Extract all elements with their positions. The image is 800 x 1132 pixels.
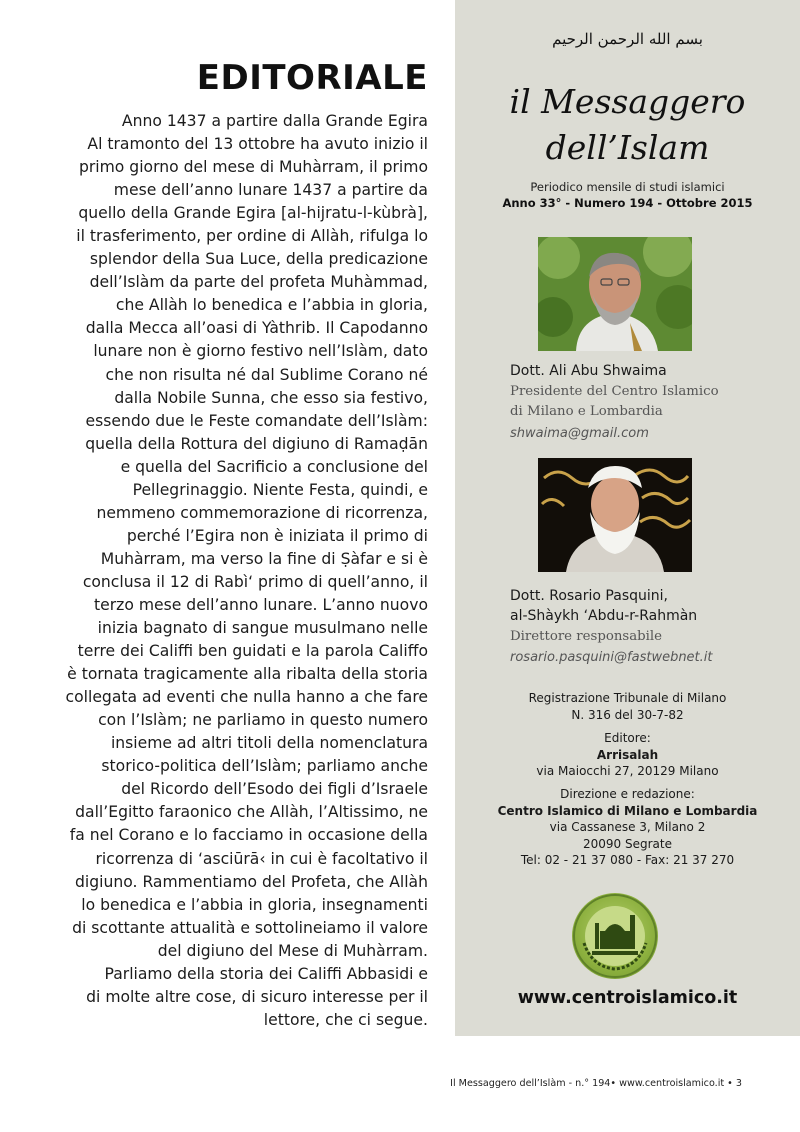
person-name: Dott. Rosario Pasquini, (510, 588, 668, 604)
editorial-line: del Ricordo dell’Esodo dei figli d’Israele (121, 780, 428, 799)
editorial-line: con l’Islàm; ne parliamo in questo numero (98, 711, 428, 730)
editorial-line: quella della Rottura del digiuno di Ramaḍān (85, 434, 428, 453)
editorial-body (40, 110, 428, 1032)
magazine-subtitle: Periodico mensile di studi islamici (530, 180, 725, 194)
editorial-line: terzo mese dell’anno lunare. L’anno nuovo (94, 595, 428, 614)
registration-line: N. 316 del 30-7-82 (571, 707, 684, 722)
person-role: Presidente del Centro Islamico (510, 384, 719, 399)
editorial-line: che non risulta né dal Sublime Corano né (105, 365, 428, 384)
editorial-office-block (455, 786, 800, 869)
person-role: di Milano e Lombardia (510, 404, 663, 419)
editorial-line: lo benedica e l’abbia in gloria, insegnamenti (81, 895, 428, 914)
website-link[interactable]: www.centroislamico.it (517, 988, 738, 1008)
editorial-line: Parliamo della storia dei Califfi Abbasidi e (104, 964, 428, 983)
publisher-address: via Maiocchi 27, 20129 Milano (536, 764, 719, 778)
registration-block (455, 690, 800, 723)
editorial-line: collegata ad eventi che nulla hanno a che fare (65, 688, 428, 707)
editorial-line: fa nel Corano e lo facciamo in occasione della (69, 826, 428, 845)
publisher-name: Arrisalah (596, 747, 659, 762)
page-footer: Il Messaggero dell’Islàm - n.° 194• www.centroislamico.it • 3 (450, 1078, 742, 1089)
office-name: Centro Islamico di Milano e Lombardia (497, 803, 758, 818)
editorial-line: dell’Islàm da parte del profeta Muhàmmad, (89, 273, 428, 292)
editorial-line: insieme ad altri titoli della nomenclatura (110, 734, 428, 753)
editorial-line: nemmeno commemorazione di ricorrenza, (96, 503, 428, 522)
editorial-line: di scottante attualità e sottolineiamo il valore (72, 918, 428, 937)
office-phone: Tel: 02 - 21 37 080 - Fax: 21 37 270 (520, 853, 735, 867)
editorial-line: e quella del Sacrificio a conclusione del (120, 457, 428, 476)
editorial-line: ricorrenza di ‘asciūrā‹ in cui è facoltativo il (95, 849, 428, 868)
masthead-sidebar (455, 0, 800, 1036)
editorial-line: lettore, che ci segue. (263, 1010, 428, 1029)
person-name: al-Shàykh ‘Abdu-r-Rahmàn (510, 608, 698, 624)
person-role: Direttore responsabile (510, 629, 663, 644)
editorial-line: terre dei Califfi ben guidati e la parola Califfo (77, 642, 428, 661)
editorial-title: EDITORIALE (196, 58, 428, 98)
editorial-line: dalla Nobile Sunna, che esso sia festivo, (114, 388, 428, 407)
person-name: Dott. Ali Abu Shwaima (510, 363, 667, 379)
editorial-line: il trasferimento, per ordine di Allàh, rifulga lo (76, 227, 428, 246)
editorial-line: conclusa il 12 di Rabì‘ primo di quell’anno, il (82, 572, 428, 591)
editorial-line: che Allàh lo benedica e l’abbia in gloria, (115, 296, 428, 315)
editorial-line: digiuno. Rammentiamo del Profeta, che Allàh (75, 872, 428, 891)
editorial-line: Anno 1437 a partire dalla Grande Egira (121, 112, 428, 130)
centro-islamico-logo (572, 893, 658, 979)
editorial-line: essendo due le Feste comandate dell’Islàm: (85, 411, 428, 430)
editorial-line: Pellegrinaggio. Niente Festa, quindi, e (132, 480, 428, 499)
editorial-column (40, 58, 428, 1032)
editorial-line: Al tramonto del 13 ottobre ha avuto inizio il (87, 135, 428, 154)
person-email: rosario.pasquini@fastwebnet.it (510, 650, 713, 665)
editorial-line: del digiuno del Mese di Muhàrram. (157, 941, 428, 960)
editorial-line: quello della Grande Egira [al-hijratu-l-kùbrà], (78, 204, 428, 223)
person-email: shwaima@gmail.com (510, 426, 649, 441)
issue-info: Anno 33° - Numero 194 - Ottobre 2015 (502, 196, 753, 210)
publisher-label: Editore: (604, 731, 651, 745)
editorial-line: dall’Egitto faraonico che Allàh, l’Altissimo, ne (75, 803, 428, 822)
editorial-line: dalla Mecca all’oasi di Yàthrib. Il Capodanno (85, 319, 428, 338)
editorial-line: è tornata tragicamente alla ribalta della storia (67, 665, 428, 684)
portrait-photo-pasquini (538, 458, 692, 572)
office-address: via Cassanese 3, Milano 2 (549, 820, 706, 834)
office-address: 20090 Segrate (583, 836, 672, 851)
editorial-line: perché l’Egira non è iniziata il primo di (126, 526, 428, 545)
editorial-line: splendor della Sua Luce, della predicazione (89, 250, 428, 269)
registration-line: Registrazione Tribunale di Milano (528, 691, 727, 705)
publisher-block (455, 730, 800, 780)
magazine-title-line1: il Messaggero (509, 82, 746, 121)
editorial-line: mese dell’anno lunare 1437 a partire da (113, 181, 428, 200)
editorial-line: di molte altre cose, di sicuro interesse per il (86, 987, 428, 1006)
editorial-line: storico-politica dell’Islàm; parliamo anche (101, 757, 428, 776)
editorial-line: lunare non è giorno festivo nell’Islàm, dato (93, 342, 428, 361)
magazine-title-line2: dell’Islam (545, 128, 710, 167)
editorial-line: Muhàrram, ma verso la fine di Ṣàfar e si è (100, 549, 428, 568)
editorial-line: inizia bagnato di sangue musulmano nelle (97, 619, 428, 638)
basmala-calligraphy: بسم الله الرحمن الرحيم (552, 30, 703, 48)
editorial-line: primo giorno del mese di Muhàrram, il primo (78, 158, 428, 177)
portrait-photo-shwaima (538, 237, 692, 351)
office-label: Direzione e redazione: (560, 787, 695, 801)
